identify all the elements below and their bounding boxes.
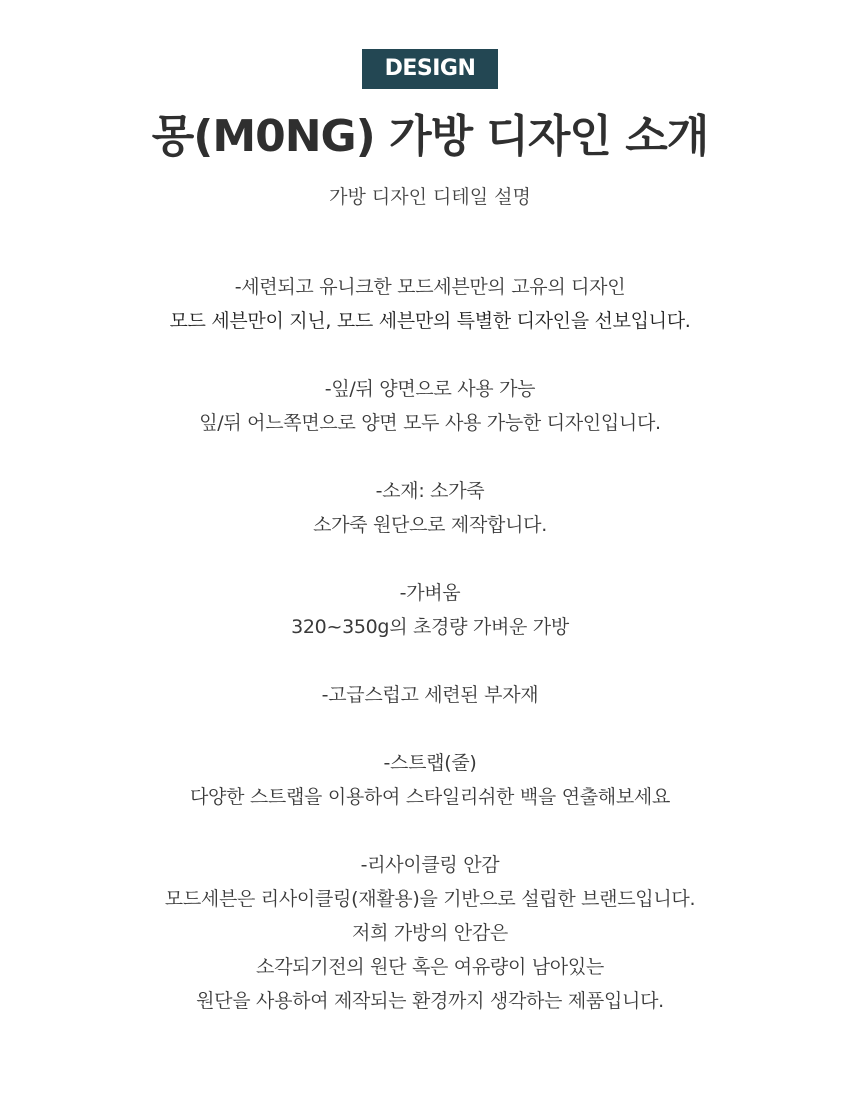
feature-text-recycled-lining-3: 소각되기전의 원단 혹은 여유량이 남아있는: [256, 956, 604, 978]
feature-heading-reversible: -잎/뒤 양면으로 사용 가능: [324, 378, 536, 400]
feature-heading-recycled-lining: -리사이클링 안감: [360, 854, 500, 876]
feature-heading-unique-design: -세련되고 유니크한 모드세븐만의 고유의 디자인: [234, 276, 626, 298]
feature-heading-strap: -스트랩(줄): [383, 752, 477, 774]
feature-text-strap: 다양한 스트랩을 이용하여 스타일리쉬한 백을 연출해보세요: [189, 786, 671, 808]
feature-heading-lightweight: -가벼움: [399, 582, 461, 604]
feature-text-recycled-lining-2: 저희 가방의 안감은: [352, 922, 508, 944]
feature-text-material: 소가죽 원단으로 제작합니다.: [313, 514, 547, 536]
spacer: [0, 712, 860, 746]
spacer: [0, 338, 860, 372]
spacer: [0, 542, 860, 576]
page-title: 몽(M0NG) 가방 디자인 소개: [151, 111, 709, 162]
feature-text-recycled-lining-4: 원단을 사용하여 제작되는 환경까지 생각하는 제품입니다.: [196, 990, 664, 1012]
feature-heading-hardware: -고급스럽고 세련된 부자재: [321, 684, 539, 706]
spacer: [0, 440, 860, 474]
page-subtitle: 가방 디자인 디테일 설명: [329, 186, 531, 208]
feature-text-unique-design: 모드 세븐만이 지닌, 모드 세븐만의 특별한 디자인을 선보입니다.: [169, 310, 691, 332]
feature-heading-material: -소재: 소가죽: [375, 480, 485, 502]
spacer: [0, 814, 860, 848]
design-badge: DESIGN: [362, 49, 498, 89]
feature-text-reversible: 잎/뒤 어느쪽면으로 양면 모두 사용 가능한 디자인입니다.: [199, 412, 661, 434]
description-body: [0, 270, 860, 1018]
feature-text-recycled-lining-1: 모드세븐은 리사이클링(재활용)을 기반으로 설립한 브랜드입니다.: [164, 888, 696, 910]
spacer: [0, 644, 860, 678]
feature-text-lightweight: 320~350g의 초경량 가벼운 가방: [291, 616, 569, 638]
